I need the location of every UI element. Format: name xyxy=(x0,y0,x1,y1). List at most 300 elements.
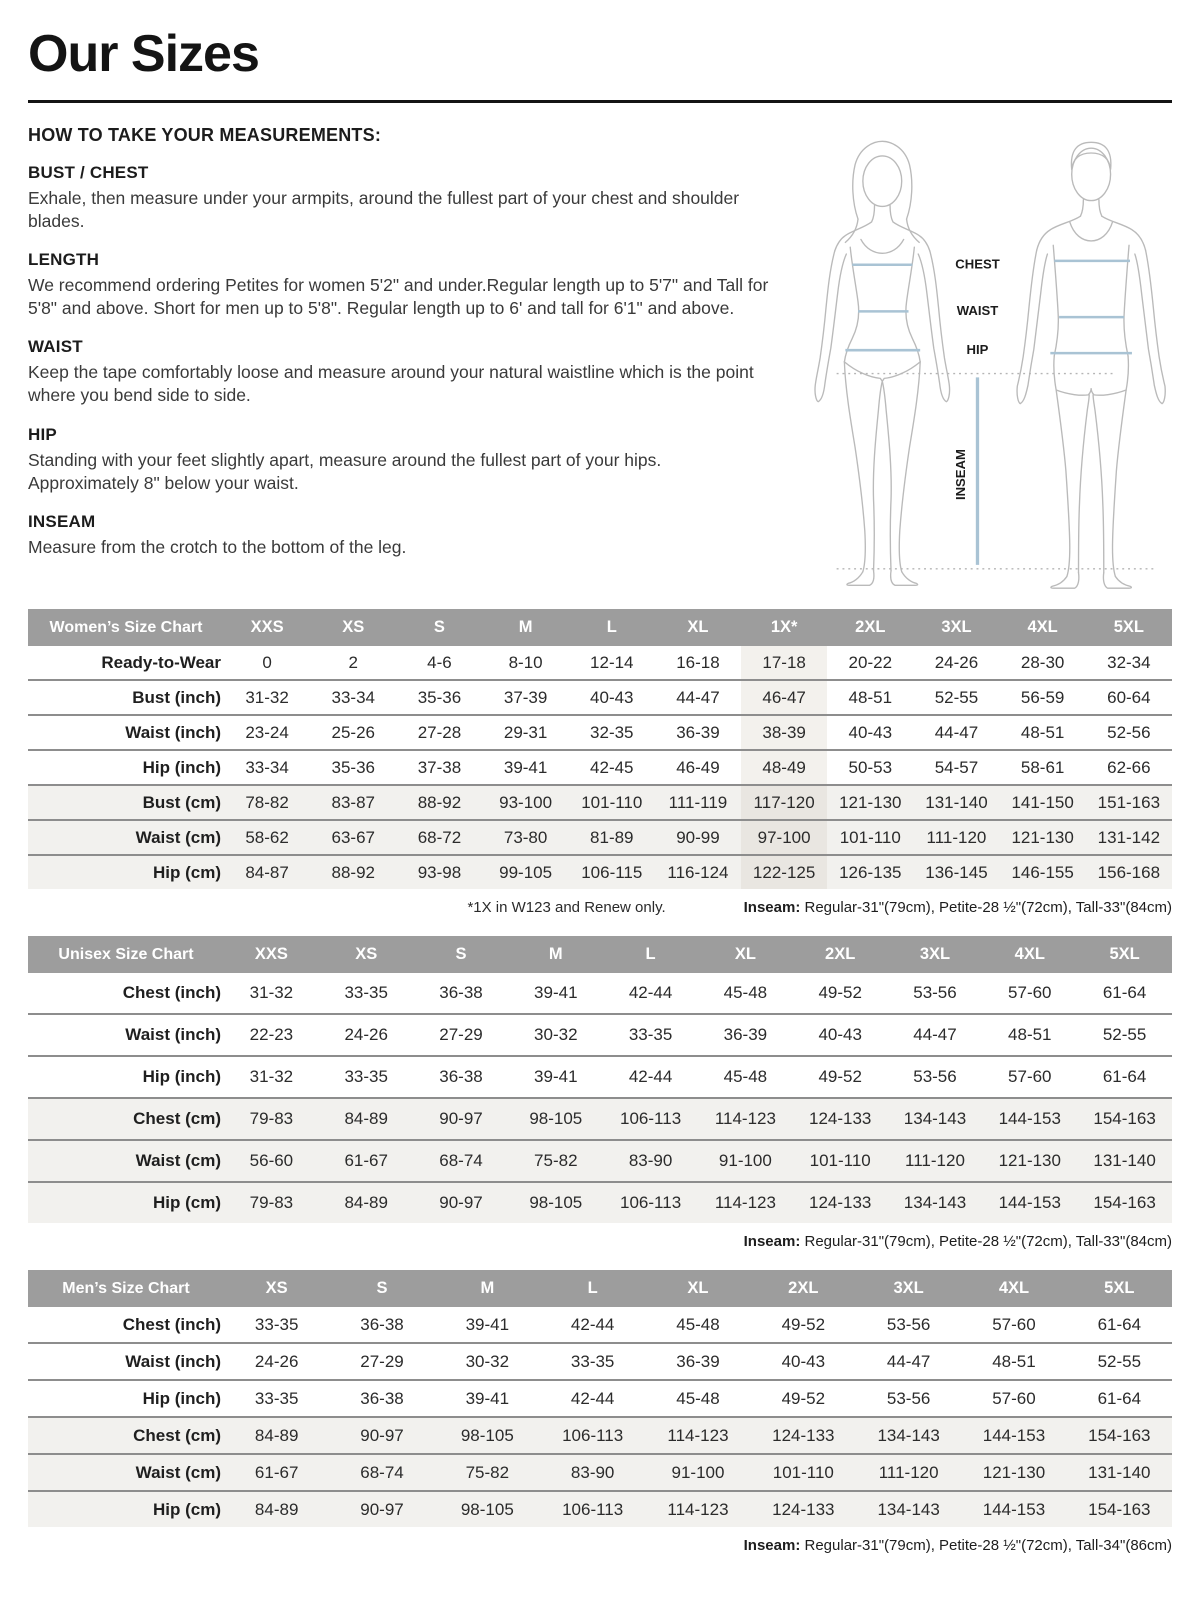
size-cell: 90-97 xyxy=(329,1491,434,1527)
size-cell: 45-48 xyxy=(723,983,768,1002)
size-cell: 48-49 xyxy=(741,750,827,785)
inseam-text: Regular-31"(79cm), Petite-28 ½"(72cm), Tall-33"(84cm) xyxy=(800,1233,1172,1250)
size-column-header: XL xyxy=(655,609,741,646)
size-cell: 35-36 xyxy=(331,757,375,777)
unisex-table-footnote xyxy=(28,1233,1172,1250)
size-cell: 22-23 xyxy=(249,1025,294,1044)
size-cell: 37-38 xyxy=(417,757,462,777)
size-cell: 57-60 xyxy=(992,1314,1036,1334)
size-cell: 38-39 xyxy=(741,715,827,750)
size-cell: 106-113 xyxy=(603,1182,698,1223)
size-cell: 53-56 xyxy=(886,1314,931,1334)
size-cell: 44-47 xyxy=(913,1025,957,1044)
size-cell: 42-44 xyxy=(628,1067,673,1086)
section-title-bust-chest: BUST / CHEST xyxy=(28,163,149,182)
table-row xyxy=(28,1343,1172,1380)
size-cell: 98-105 xyxy=(508,1182,603,1223)
size-cell: 36-38 xyxy=(360,1388,404,1408)
footnote-inseam xyxy=(744,899,1172,916)
inseam-text: Regular-31"(79cm), Petite-28 ½"(72cm), Tall-34"(86cm) xyxy=(800,1537,1172,1554)
size-cell: 29-31 xyxy=(503,722,548,742)
size-column-header: 3XL xyxy=(888,936,983,973)
size-cell: 134-143 xyxy=(856,1491,961,1527)
size-cell: 54-57 xyxy=(934,757,979,777)
section-title-inseam: INSEAM xyxy=(28,511,96,531)
size-cell: 36-39 xyxy=(723,1025,768,1044)
size-column-header: 4XL xyxy=(961,1270,1066,1307)
title-divider xyxy=(28,100,1172,103)
size-cell: 114-123 xyxy=(645,1417,750,1454)
size-cell: 57-60 xyxy=(1008,983,1052,1002)
size-cell: 57-60 xyxy=(1008,1067,1052,1086)
size-cell: 12-14 xyxy=(590,652,634,672)
inseam-label: INSEAM xyxy=(952,449,968,501)
size-cell: 131-140 xyxy=(1077,1140,1172,1182)
size-cell: 124-133 xyxy=(751,1491,856,1527)
dotted-guide-lines xyxy=(837,374,1158,569)
size-cell: 111-119 xyxy=(655,785,741,820)
size-cell: 90-97 xyxy=(329,1417,434,1454)
table-header-row xyxy=(28,609,1172,646)
size-cell: 90-99 xyxy=(655,820,741,855)
size-cell: 124-133 xyxy=(751,1417,856,1454)
row-label: Hip (inch) xyxy=(142,1067,221,1086)
size-cell: 36-39 xyxy=(676,1351,720,1371)
size-column-header: 3XL xyxy=(856,1270,961,1307)
size-cell: 61-67 xyxy=(224,1454,329,1491)
size-column-header: 1X* xyxy=(741,609,827,646)
size-cell: 57-60 xyxy=(992,1388,1036,1408)
row-label: Bust (cm) xyxy=(28,785,224,820)
size-cell: 23-24 xyxy=(245,722,289,742)
size-column-header: M xyxy=(435,1270,540,1307)
size-cell: 106-113 xyxy=(540,1417,645,1454)
size-cell: 24-26 xyxy=(344,1025,388,1044)
size-cell: 84-87 xyxy=(224,855,310,889)
size-cell: 39-41 xyxy=(534,1067,578,1086)
size-cell: 40-43 xyxy=(781,1351,826,1371)
chest-label: CHEST xyxy=(955,256,1000,272)
size-cell: 114-123 xyxy=(698,1098,793,1140)
size-cell: 33-35 xyxy=(344,1067,388,1086)
size-cell: 44-47 xyxy=(676,687,720,707)
intro-section xyxy=(28,119,1172,595)
size-cell: 91-100 xyxy=(645,1454,750,1491)
table-row xyxy=(28,820,1172,855)
table-row xyxy=(28,715,1172,750)
size-cell: 36-38 xyxy=(439,1067,483,1086)
table-row xyxy=(28,1307,1172,1343)
size-cell: 42-44 xyxy=(628,983,673,1002)
size-cell: 131-142 xyxy=(1086,820,1172,855)
size-cell: 50-53 xyxy=(848,757,893,777)
size-cell: 30-32 xyxy=(534,1025,578,1044)
size-cell: 97-100 xyxy=(741,820,827,855)
size-cell: 63-67 xyxy=(310,820,396,855)
size-cell: 4-6 xyxy=(427,652,452,672)
size-cell: 33-35 xyxy=(344,983,388,1002)
size-cell: 58-61 xyxy=(1020,757,1065,777)
section-body-inseam: Measure from the crotch to the bottom of the leg. xyxy=(28,536,407,557)
size-cell: 39-41 xyxy=(503,757,548,777)
size-cell: 33-34 xyxy=(245,757,289,777)
row-label: Bust (inch) xyxy=(132,687,221,707)
size-cell: 131-140 xyxy=(913,785,999,820)
inseam-text: Regular-31"(79cm), Petite-28 ½"(72cm), Tall-33"(84cm) xyxy=(800,899,1172,916)
size-cell: 33-35 xyxy=(254,1388,299,1408)
size-cell: 48-51 xyxy=(992,1351,1036,1371)
size-cell: 79-83 xyxy=(224,1182,319,1223)
table-header-row xyxy=(28,936,1172,973)
size-cell: 40-43 xyxy=(848,722,893,742)
size-cell: 46-47 xyxy=(741,680,827,715)
size-cell: 42-44 xyxy=(570,1314,615,1334)
size-cell: 134-143 xyxy=(856,1417,961,1454)
size-cell: 84-89 xyxy=(224,1417,329,1454)
size-cell: 27-29 xyxy=(360,1351,404,1371)
table-row xyxy=(28,1140,1172,1182)
size-cell: 36-38 xyxy=(439,983,483,1002)
size-cell: 35-36 xyxy=(417,687,462,707)
size-cell: 17-18 xyxy=(741,646,827,680)
table-row xyxy=(28,1417,1172,1454)
section-body-length: We recommend ordering Petites for women 5'2" and under.Regular length up to 5'7" and Tall for 5'8" and above. Short for men up to 5'8". Regular length up to 6' and tall for 6'1" and above. xyxy=(28,275,769,319)
size-cell: 111-120 xyxy=(856,1454,961,1491)
size-cell: 0 xyxy=(262,652,272,672)
male-figure xyxy=(1017,142,1165,588)
size-column-header: XS xyxy=(319,936,414,973)
row-label: Hip (cm) xyxy=(28,1182,224,1223)
size-cell: 111-120 xyxy=(913,820,999,855)
row-label: Chest (cm) xyxy=(28,1417,224,1454)
size-cell: 46-49 xyxy=(676,757,720,777)
size-cell: 24-26 xyxy=(934,652,979,672)
table-row xyxy=(28,1098,1172,1140)
row-label: Hip (cm) xyxy=(28,855,224,889)
size-cell: 84-89 xyxy=(319,1098,414,1140)
size-cell: 40-43 xyxy=(590,687,634,707)
size-cell: 93-98 xyxy=(396,855,482,889)
footnote-inseam xyxy=(744,1233,1172,1250)
unisex-size-chart-table xyxy=(28,936,1172,1223)
row-label: Waist (inch) xyxy=(125,1025,221,1044)
footnote-1x-note: *1X in W123 and Renew only. xyxy=(467,899,666,916)
size-cell: 136-145 xyxy=(913,855,999,889)
table-title: Men’s Size Chart xyxy=(28,1270,224,1307)
size-cell: 48-51 xyxy=(1020,722,1065,742)
size-cell: 106-113 xyxy=(540,1491,645,1527)
size-cell: 81-89 xyxy=(569,820,655,855)
row-label: Waist (cm) xyxy=(28,1454,224,1491)
size-cell: 154-163 xyxy=(1067,1491,1172,1527)
size-cell: 8-10 xyxy=(508,652,543,672)
table-row xyxy=(28,1454,1172,1491)
size-column-header: 5XL xyxy=(1077,936,1172,973)
size-cell: 56-60 xyxy=(224,1140,319,1182)
table-row xyxy=(28,1014,1172,1056)
size-cell: 144-153 xyxy=(982,1098,1077,1140)
size-cell: 144-153 xyxy=(961,1491,1066,1527)
size-cell: 90-97 xyxy=(414,1182,509,1223)
size-column-header: M xyxy=(508,936,603,973)
size-cell: 68-74 xyxy=(414,1140,509,1182)
size-cell: 124-133 xyxy=(793,1182,888,1223)
size-cell: 121-130 xyxy=(827,785,913,820)
size-cell: 49-52 xyxy=(781,1388,826,1408)
table-row xyxy=(28,973,1172,1014)
figures-illustration xyxy=(784,119,1172,595)
size-column-header: XL xyxy=(698,936,793,973)
size-cell: 141-150 xyxy=(1000,785,1086,820)
size-cell: 122-125 xyxy=(741,855,827,889)
size-cell: 154-163 xyxy=(1077,1182,1172,1223)
size-cell: 16-18 xyxy=(676,652,720,672)
size-cell: 131-140 xyxy=(1067,1454,1172,1491)
section-body-hip: Standing with your feet slightly apart, measure around the fullest part of your hips. Approximately 8" below your waist. xyxy=(28,449,662,493)
size-cell: 36-38 xyxy=(360,1314,404,1334)
row-label: Waist (inch) xyxy=(125,1351,221,1371)
table-row xyxy=(28,1056,1172,1098)
size-cell: 101-110 xyxy=(751,1454,856,1491)
female-figure xyxy=(815,141,950,585)
row-label: Ready-to-Wear xyxy=(101,652,221,672)
size-cell: 58-62 xyxy=(224,820,310,855)
size-cell: 44-47 xyxy=(886,1351,931,1371)
size-cell: 61-64 xyxy=(1097,1388,1142,1408)
size-cell: 134-143 xyxy=(888,1182,983,1223)
size-cell: 42-44 xyxy=(570,1388,615,1408)
mens-size-chart-table xyxy=(28,1270,1172,1527)
size-cell: 52-55 xyxy=(934,687,979,707)
size-column-header: L xyxy=(540,1270,645,1307)
table-row xyxy=(28,855,1172,889)
size-cell: 134-143 xyxy=(888,1098,983,1140)
row-label: Chest (cm) xyxy=(28,1098,224,1140)
size-cell: 32-34 xyxy=(1107,652,1151,672)
row-label: Waist (inch) xyxy=(125,722,221,742)
body-measurement-diagram xyxy=(784,119,1172,595)
size-cell: 33-35 xyxy=(570,1351,615,1371)
section-title-length: LENGTH xyxy=(28,250,100,270)
size-cell: 52-55 xyxy=(1102,1025,1147,1044)
size-cell: 61-64 xyxy=(1097,1314,1142,1334)
size-cell: 33-34 xyxy=(331,687,375,707)
size-cell: 48-51 xyxy=(1008,1025,1052,1044)
size-cell: 20-22 xyxy=(848,652,893,672)
size-cell: 49-52 xyxy=(818,983,862,1002)
size-cell: 106-115 xyxy=(569,855,655,889)
size-cell: 111-120 xyxy=(888,1140,983,1182)
size-column-header: L xyxy=(603,936,698,973)
size-cell: 32-35 xyxy=(590,722,634,742)
size-column-header: S xyxy=(414,936,509,973)
size-cell: 42-45 xyxy=(590,757,634,777)
size-column-header: 4XL xyxy=(982,936,1077,973)
size-cell: 83-90 xyxy=(603,1140,698,1182)
size-cell: 27-28 xyxy=(417,722,462,742)
size-cell: 33-35 xyxy=(628,1025,673,1044)
page-title: Our Sizes xyxy=(28,25,259,83)
size-column-header: XXS xyxy=(224,609,310,646)
size-column-header: 4XL xyxy=(1000,609,1086,646)
size-cell: 68-72 xyxy=(396,820,482,855)
table-row xyxy=(28,646,1172,680)
size-cell: 44-47 xyxy=(934,722,979,742)
size-cell: 61-64 xyxy=(1102,1067,1147,1086)
size-cell: 31-32 xyxy=(245,687,289,707)
size-column-header: M xyxy=(483,609,569,646)
size-cell: 75-82 xyxy=(435,1454,540,1491)
size-cell: 121-130 xyxy=(961,1454,1066,1491)
table-row xyxy=(28,785,1172,820)
size-cell: 45-48 xyxy=(676,1388,720,1408)
size-cell: 101-110 xyxy=(569,785,655,820)
size-cell: 114-123 xyxy=(645,1491,750,1527)
size-cell: 27-29 xyxy=(439,1025,483,1044)
size-column-header: XS xyxy=(310,609,396,646)
size-cell: 88-92 xyxy=(396,785,482,820)
footnote-inseam xyxy=(744,1537,1172,1554)
row-label: Hip (inch) xyxy=(142,757,221,777)
size-cell: 36-39 xyxy=(676,722,720,742)
size-column-header: 5XL xyxy=(1086,609,1172,646)
size-cell: 53-56 xyxy=(913,983,957,1002)
size-cell: 144-153 xyxy=(961,1417,1066,1454)
size-cell: 75-82 xyxy=(508,1140,603,1182)
inseam-label: Inseam: xyxy=(743,1537,801,1554)
size-cell: 61-64 xyxy=(1102,983,1147,1002)
size-cell: 121-130 xyxy=(982,1140,1077,1182)
size-cell: 53-56 xyxy=(913,1067,957,1086)
table-row xyxy=(28,1182,1172,1223)
womens-table-footnote xyxy=(28,899,1172,916)
section-body-waist: Keep the tape comfortably loose and measure around your natural waistline which is the point where you bend side to side. xyxy=(28,362,754,406)
size-cell: 49-52 xyxy=(818,1067,862,1086)
size-cell: 2 xyxy=(348,652,358,672)
size-cell: 45-48 xyxy=(723,1067,768,1086)
size-cell: 83-90 xyxy=(540,1454,645,1491)
size-cell: 78-82 xyxy=(224,785,310,820)
womens-size-chart-table xyxy=(28,609,1172,889)
size-cell: 68-74 xyxy=(329,1454,434,1491)
waist-label: WAIST xyxy=(956,303,999,319)
table-header-row xyxy=(28,1270,1172,1307)
size-cell: 73-80 xyxy=(483,820,569,855)
row-label: Chest (inch) xyxy=(122,983,221,1002)
size-cell: 83-87 xyxy=(310,785,396,820)
row-label: Chest (inch) xyxy=(122,1314,221,1334)
size-column-header: 2XL xyxy=(827,609,913,646)
size-cell: 62-66 xyxy=(1107,757,1151,777)
size-cell: 48-51 xyxy=(848,687,893,707)
size-cell: 61-67 xyxy=(319,1140,414,1182)
size-column-header: 2XL xyxy=(793,936,888,973)
size-cell: 154-163 xyxy=(1077,1098,1172,1140)
size-column-header: XL xyxy=(645,1270,750,1307)
size-cell: 98-105 xyxy=(508,1098,603,1140)
section-title-waist: WAIST xyxy=(28,337,83,357)
size-cell: 84-89 xyxy=(224,1491,329,1527)
size-cell: 88-92 xyxy=(310,855,396,889)
inseam-label: Inseam: xyxy=(743,1233,801,1250)
size-cell: 40-43 xyxy=(818,1025,862,1044)
size-column-header: L xyxy=(569,609,655,646)
size-column-header: XXS xyxy=(224,936,319,973)
size-cell: 60-64 xyxy=(1107,687,1151,707)
size-cell: 79-83 xyxy=(224,1098,319,1140)
size-cell: 84-89 xyxy=(319,1182,414,1223)
size-cell: 33-35 xyxy=(254,1314,299,1334)
size-cell: 52-55 xyxy=(1097,1351,1142,1371)
size-cell: 39-41 xyxy=(465,1314,510,1334)
table-title: Unisex Size Chart xyxy=(28,936,224,973)
size-column-header: S xyxy=(329,1270,434,1307)
hip-label: HIP xyxy=(966,342,989,358)
size-cell: 37-39 xyxy=(503,687,548,707)
row-label: Waist (cm) xyxy=(28,820,224,855)
row-label: Waist (cm) xyxy=(28,1140,224,1182)
row-label: Hip (cm) xyxy=(28,1491,224,1527)
size-cell: 126-135 xyxy=(827,855,913,889)
size-cell: 146-155 xyxy=(1000,855,1086,889)
size-cell: 156-168 xyxy=(1086,855,1172,889)
size-cell: 151-163 xyxy=(1086,785,1172,820)
table-row xyxy=(28,680,1172,715)
size-cell: 99-105 xyxy=(483,855,569,889)
section-body-bust-chest: Exhale, then measure under your armpits, around the fullest part of your chest and shoulder blades. xyxy=(28,188,740,232)
size-cell: 117-120 xyxy=(741,785,827,820)
size-cell: 114-123 xyxy=(698,1182,793,1223)
size-cell: 25-26 xyxy=(331,722,375,742)
size-cell: 91-100 xyxy=(698,1140,793,1182)
table-title: Women’s Size Chart xyxy=(28,609,224,646)
size-cell: 31-32 xyxy=(249,983,294,1002)
size-cell: 56-59 xyxy=(1020,687,1065,707)
row-label: Hip (inch) xyxy=(142,1388,221,1408)
size-cell: 93-100 xyxy=(483,785,569,820)
size-cell: 144-153 xyxy=(982,1182,1077,1223)
size-cell: 28-30 xyxy=(1020,652,1065,672)
size-cell: 31-32 xyxy=(249,1067,294,1086)
size-cell: 49-52 xyxy=(781,1314,826,1334)
size-cell: 98-105 xyxy=(435,1417,540,1454)
size-column-header: S xyxy=(396,609,482,646)
instructions-heading: HOW TO TAKE YOUR MEASUREMENTS: xyxy=(28,125,382,145)
size-column-header: XS xyxy=(224,1270,329,1307)
size-cell: 39-41 xyxy=(465,1388,510,1408)
size-cell: 98-105 xyxy=(435,1491,540,1527)
size-cell: 90-97 xyxy=(414,1098,509,1140)
size-cell: 154-163 xyxy=(1067,1417,1172,1454)
size-column-header: 3XL xyxy=(913,609,999,646)
size-column-header: 5XL xyxy=(1067,1270,1172,1307)
size-cell: 101-110 xyxy=(827,820,913,855)
measurement-instructions xyxy=(28,119,770,595)
size-cell: 121-130 xyxy=(1000,820,1086,855)
size-cell: 53-56 xyxy=(886,1388,931,1408)
size-cell: 124-133 xyxy=(793,1098,888,1140)
mens-table-footnote xyxy=(28,1537,1172,1554)
size-cell: 30-32 xyxy=(465,1351,510,1371)
inseam-label: Inseam: xyxy=(743,899,801,916)
section-title-hip: HIP xyxy=(28,424,57,444)
size-column-header: 2XL xyxy=(751,1270,856,1307)
size-cell: 116-124 xyxy=(655,855,741,889)
size-cell: 52-56 xyxy=(1107,722,1151,742)
size-cell: 45-48 xyxy=(676,1314,720,1334)
table-row xyxy=(28,750,1172,785)
size-cell: 39-41 xyxy=(534,983,578,1002)
